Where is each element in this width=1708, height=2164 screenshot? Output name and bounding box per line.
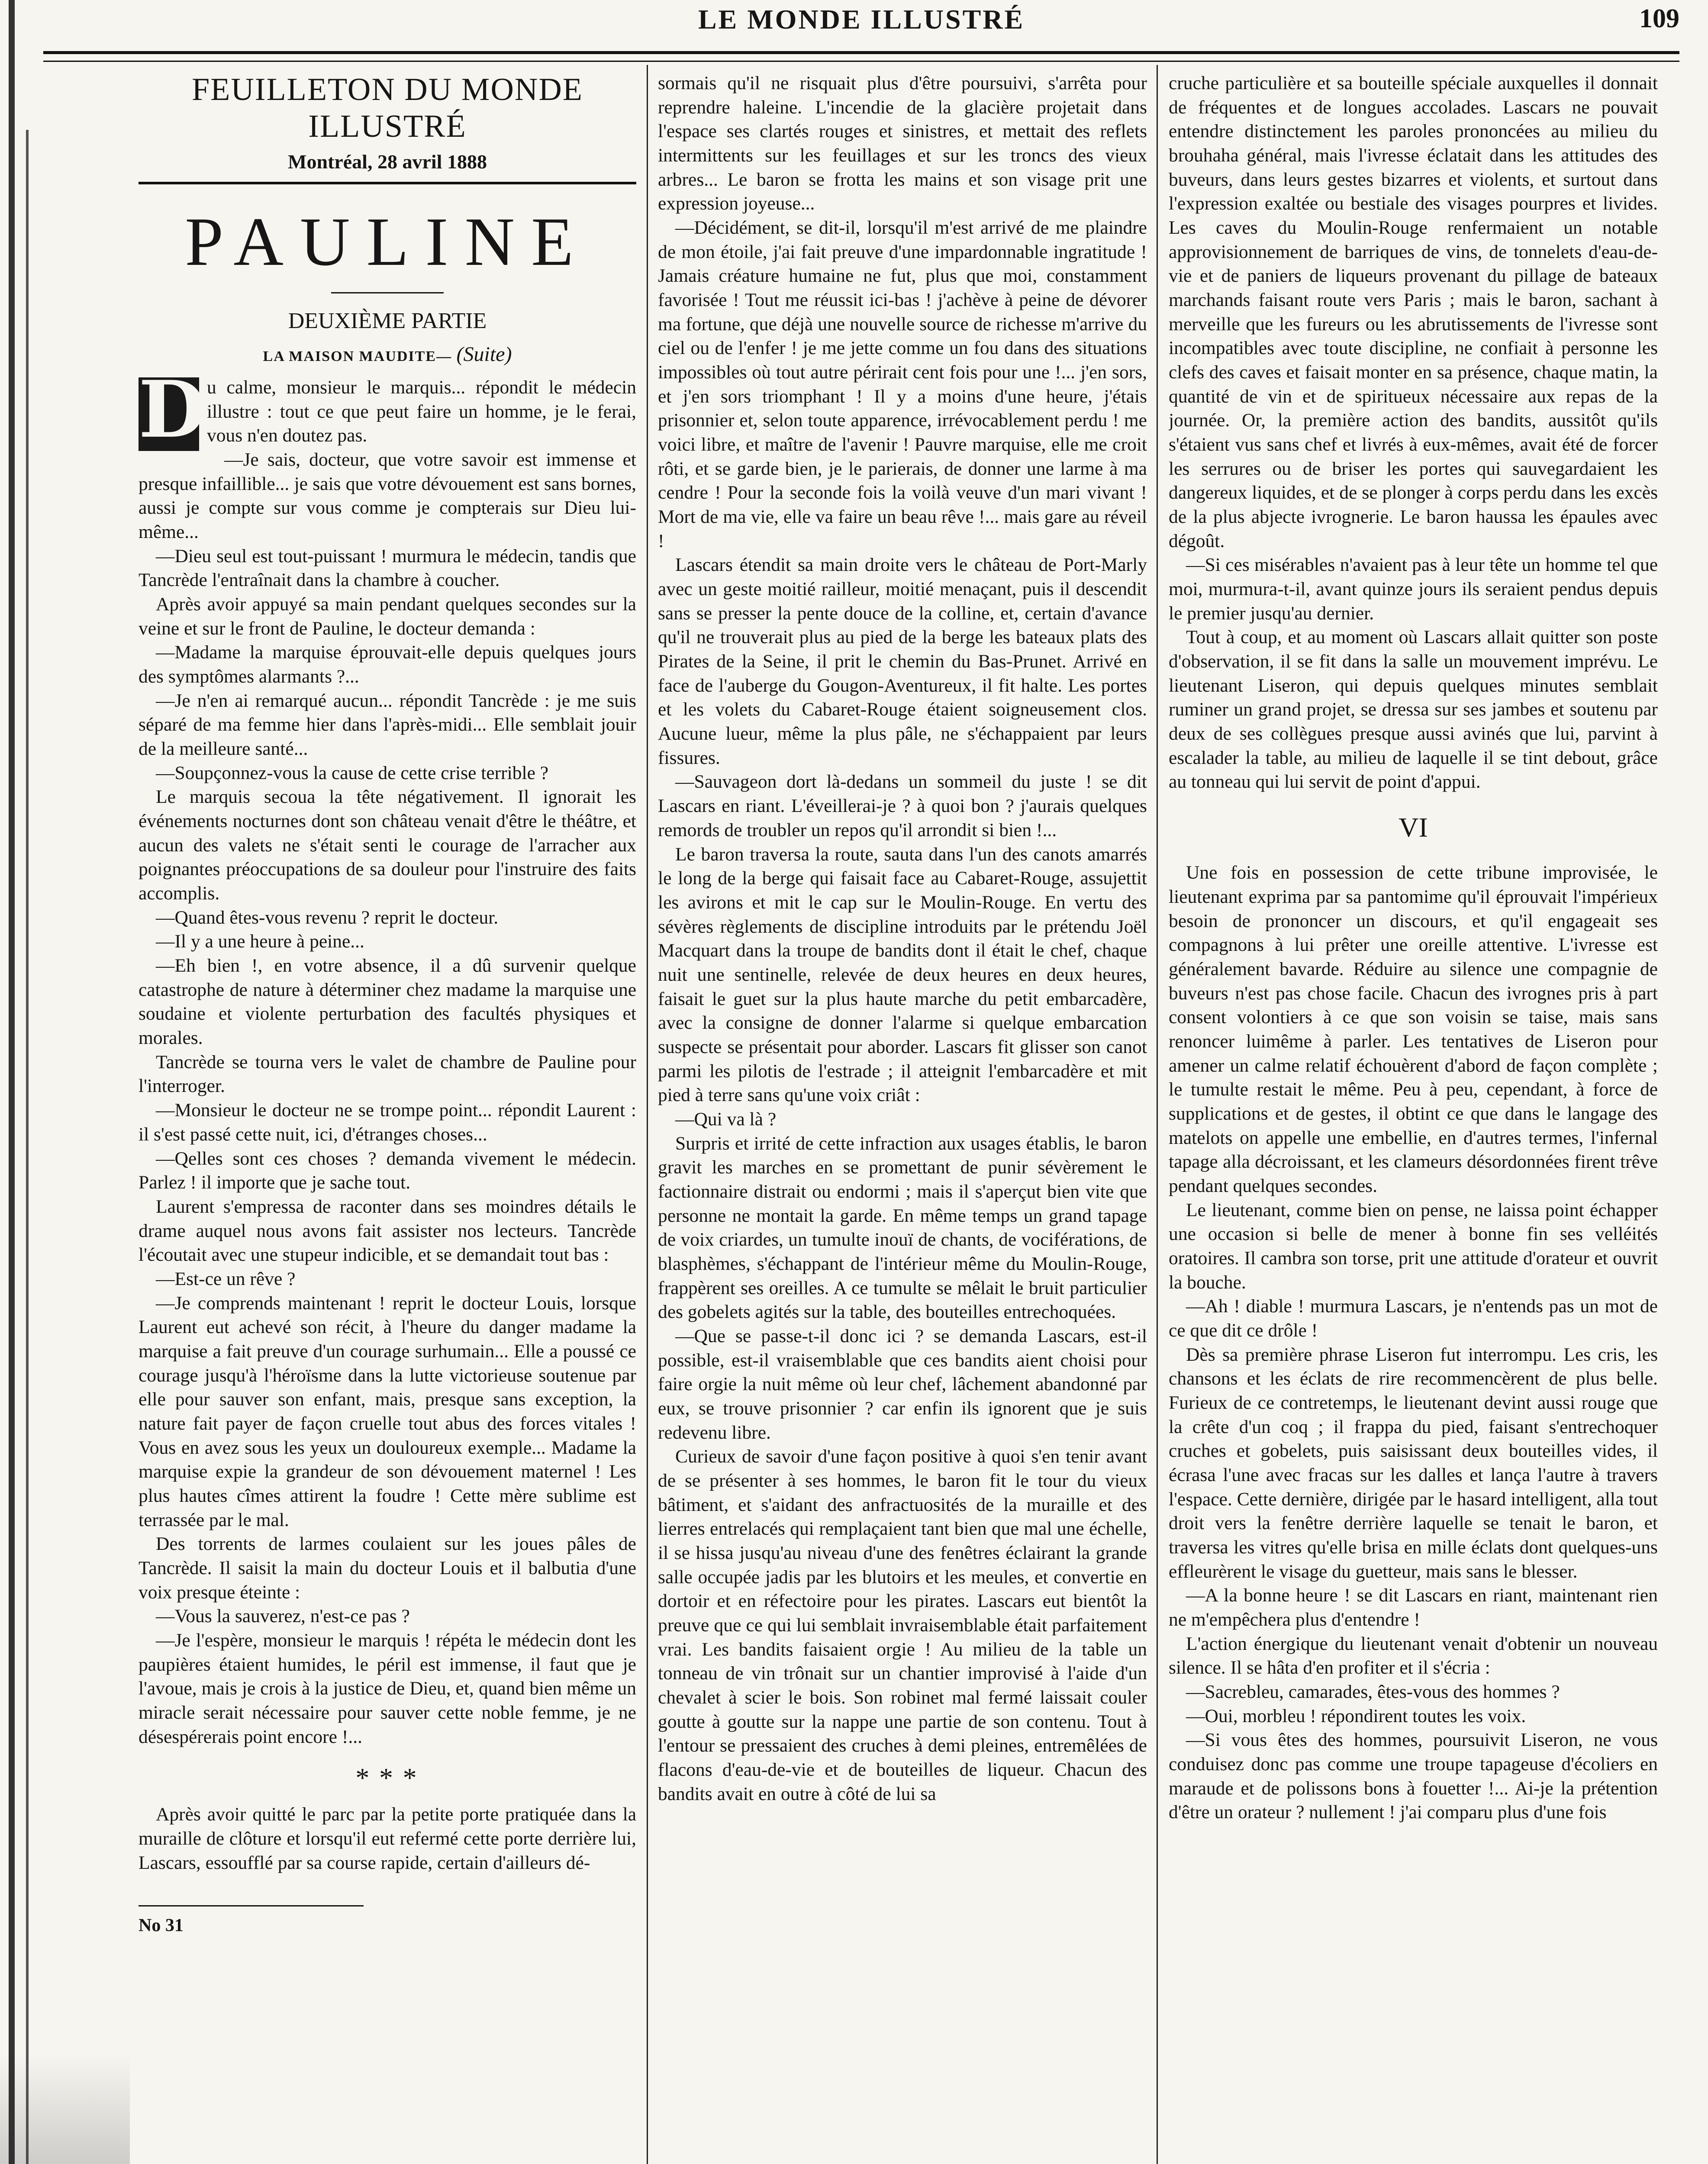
paragraph: —Ah ! diable ! murmura Lascars, je n'entends pas un mot de ce que dit ce drôle ! (1169, 1296, 1658, 1341)
paragraph: Des torrents de larmes coulaient sur les joues pâles de Tancrède. Il saisit la main du docteur Louis et il balbutia d'une voix presque éteinte : (139, 1533, 636, 1603)
running-title: LE MONDE ILLUSTRÉ (698, 4, 1025, 35)
title-rule (139, 182, 636, 184)
paragraph: —Eh bien !, en votre absence, il a dû survenir quelque catastrophe de nature à déterminer chez madame la marquise une soudaine et violente perturbation des facultés physiques et morales. (139, 955, 636, 1049)
chapter-name: LA MAISON MAUDITE— (263, 348, 452, 364)
paragraph: —A la bonne heure ! se dit Lascars en riant, maintenant rien ne m'empêchera plus d'entendre ! (1169, 1585, 1658, 1630)
paragraph: —Soupçonnez-vous la cause de cette crise terrible ? (156, 762, 549, 783)
page-number: 109 (1639, 4, 1679, 33)
part-title: DEUXIÈME PARTIE (288, 309, 487, 333)
paragraph: Tout à coup, et au moment où Lascars allait quitter son poste d'observation, il se fit dans la salle un mouvement imprévu. Le lieutenant Liseron, qui depuis quelques minutes semblait ruminer un grand projet, se dressa sur ses jambes et soutenu par deux de ses collègues presque aussi avinés que lui, parvint à escalader la table, au milieu de laquelle il se tint debout, grâce au tonneau qui lui servit de point d'appui. (1169, 627, 1658, 792)
paragraph: —Il y a une heure à peine... (156, 931, 364, 952)
footer-rule (139, 1905, 364, 1906)
adjacent-page-edge (0, 0, 130, 2164)
paragraph: Le baron traversa la route, sauta dans l'un des canots amarrés le long de la berge qui faisait face au Cabaret-Rouge, assujettit les avirons et mit le cap sur le Moulin-Rouge. En vertu des sévères règlements de discipline introduits par le prétendu Joël Macquart dans la troupe de bandits dont il était le chef, chaque nuit une sentinelle, relevée de deux heures en deux heures, faisait le guet sur la plus haute marche du petit embarcadère, avec la consigne de donner l'alarme si quelque embarcation suspecte se présentait pour aborder. Lascars fit glisser son canot parmi les pilotis de l'estrade ; il atteignit l'embarcadère et mit pied à terre sans qu'une voix criât : (658, 844, 1147, 1106)
title-underline (331, 292, 444, 293)
paragraph: Lascars étendit sa main droite vers le château de Port-Marly avec un geste moitié railleur, moitié menaçant, puis il descendit sans se presser la pente douce de la colline, et, certain d'avance qu'il ne trouverait plus au pied de la berge les bateaux plats des Pirates de la Seine, il prit le chemin du Bas-Prunet. Arrivé en face de l'auberge du Gougon-Aventureux, il fit halte. Les portes et les volets du Cabaret-Rouge étaient soigneusement clos. Aucune lueur, même la plus pâle, ne s'échappaient par leurs fissures. (658, 554, 1147, 768)
header-rule-thin (43, 61, 1679, 62)
paragraph: —Je l'espère, monsieur le marquis ! répéta le médecin dont les paupières étaient humides, le péril est immense, il faut que je l'avoue, mais je crois à la justice de Dieu, et, quand bien même un miracle serait nécessaire pour sauver cette noble femme, je ne désespérerais point encore !... (139, 1629, 636, 1747)
paragraph: cruche particulière et sa bouteille spéciale auxquelles il donnait de fréquentes et de longues accolades. Lascars ne pouvait entendre distinctement les paroles prononcées au milieu du brouhaha général, mais l'ivresse éclatait dans les attitudes des buveurs, dans leurs gestes bizarres et violents, et surtout dans l'expression exaltée ou bestiale des visages pourpres et livides. Les caves du Moulin-Rouge renfermaient un notable approvisionnement de barriques de vins, de tonnelets d'eau-de-vie et de paniers de liqueurs provenant du pillage de bateaux marchands faisant route vers Paris ; mais le baron, sachant à merveille que les fureurs ou les abrutissements de l'ivresse sont incompatibles avec toute discipline, ne confiait à personne les clefs des caves et faisait monter en sa présence, chaque matin, la quantité de vin et de spiritueux nécessaire aux repas de la journée. Or, la première action des bandits, aussitôt qu'ils s'étaient vus sans chef et livrés à eux-mêmes, avait été de forcer les serrures ou de briser les portes qui sauvegardaient les dangereux liquides, et de se plonger à corps perdu dans les excès de la plus abjecte ivrognerie. Le baron haussa les épaules avec dégoût. (1169, 73, 1658, 551)
paragraph: —Si vous êtes des hommes, poursuivit Liseron, ne vous conduisez donc pas comme une troupe tapageuse d'écoliers en maraude et de polissons bons à fouetter !... Ai-je la prétention d'être un orateur ? nullement ! j'ai comparu plus d'une fois (1169, 1729, 1658, 1823)
novel-title: PAULINE (185, 203, 590, 280)
paragraph: Le marquis secoua la tête négativement. Il ignorait les événements nocturnes dont son château venait d'être le théâtre, et aucun des valets ne s'était senti le courage de l'arracher aux poignantes préoccupations de sa douleur pour l'instruire des faits accomplis. (139, 786, 636, 904)
paragraph: Une fois en possession de cette tribune improvisée, le lieutenant exprima par sa pantomime qu'il éprouvait l'impérieux besoin de prononcer un discours, et qu'il engageait ses compagnons à lui prêter une oreille attentive. L'ivresse est généralement bavarde. Réduire au silence une compagnie de buveurs n'est pas chose facile. Chacun des ivrognes pris à part consent volontiers à ce que son voisin se taise, mais sans renoncer luimême à parler. Les tentatives de Liseron pour amener un calme relatif échouèrent d'abord de façon complète ; le tumulte restait le même. Peu à peu, cependant, à force de supplications et de gestes, il obtint ce que dans le langage des matelots on appelle une embellie, en d'autres termes, l'infernal tapage alla décroissant, et les clameurs désordonnées firent trêve pendant quelques secondes. (1169, 862, 1658, 1196)
column-1 (139, 71, 636, 2164)
section-number: VI (1399, 812, 1428, 843)
issue-number: No 31 (139, 1916, 184, 1936)
paragraph (139, 364, 636, 455)
paragraph: —Oui, morbleu ! répondirent toutes les voix. (1186, 1705, 1526, 1726)
paragraph: —Quand êtes-vous revenu ? reprit le docteur. (156, 907, 499, 928)
header-rule (43, 51, 1679, 54)
paragraph: Dès sa première phrase Liseron fut interrompu. Les cris, les chansons et les éclats de rire recommencèrent de plus belle. Furieux de ce contretemps, le lieutenant devint aussi rouge que la crête d'un coq ; il frappa du pied, faisant s'entrechoquer cruches et gobelets, puis saisissant deux bouteilles vides, il écrasa l'une avec fracas sur les dalles et lança l'autre à travers l'espace. Cette dernière, dirigée par le hasard intelligent, alla tout droit vers la fenêtre derrière laquelle se tenait le baron, et traversa les vitres qu'elle brisa en mille éclats dont quelques-uns effleurèrent le visage du guetteur, mais sans le blesser. (1169, 1344, 1658, 1582)
paragraph: —Monsieur le docteur ne se trompe point... répondit Laurent : il s'est passé cette nuit, ici, d'étranges choses... (139, 1100, 636, 1145)
column-3-body (1169, 71, 1658, 794)
feuilleton-title: FEUILLETON DU MONDE ILLUSTRÉ (192, 72, 583, 144)
paragraph: Après avoir appuyé sa main pendant quelques secondes sur la veine et sur le front de Pauline, le docteur demanda : (139, 594, 636, 639)
running-head (43, 0, 1679, 41)
column-rule-1 (647, 65, 648, 2164)
chapter-suffix: (Suite) (456, 343, 512, 366)
paragraph: —Qelles sont ces choses ? demanda vivement le médecin. Parlez ! il importe que je sache tout. (139, 1148, 636, 1193)
paragraph: —Sacrebleu, camarades, êtes-vous des hommes ? (1186, 1681, 1560, 1702)
column-2-body (658, 71, 1147, 1806)
page-wear-shade (0, 2055, 130, 2164)
paragraph: Après avoir quitté le parc par la petite porte pratiquée dans la muraille de clôture et lorsqu'il eut refermé cette porte derrière lui, Lascars, essoufflé par sa course rapide, certain d'ailleurs dé- (139, 1804, 636, 1873)
paragraph: —Vous la sauverez, n'est-ce pas ? (156, 1606, 410, 1627)
chapter-title (139, 342, 636, 366)
paragraph: —Madame la marquise éprouvait-elle depuis quelques jours des symptômes alarmants ?... (139, 642, 636, 687)
dateline: Montréal, 28 avril 1888 (288, 151, 487, 173)
paragraph: Laurent s'empressa de raconter dans ses moindres détails le drame auquel nous avons fait assister nos lecteurs. Tancrède l'écoutait avec une stupeur indicible, et se demandait tout bas : (139, 1196, 636, 1266)
paragraph: —Dieu seul est tout-puissant ! murmura le médecin, tandis que Tancrède l'entraînait dans la chambre à coucher. (139, 545, 636, 591)
paragraph: Le lieutenant, comme bien on pense, ne laissa point échapper une occasion si belle de mener à bonne fin ses velléités oratoires. Il cambra son torse, prit une attitude d'orateur et ouvrit la bouche. (1169, 1199, 1658, 1293)
paragraph: Surpris et irrité de cette infraction aux usages établis, le baron gravit les marches en se promettant de punir sévèrement le factionnaire distrait ou endormi ; mais il s'aperçut bien vite que personne ne montait la garde. En même temps un grand tapage de voix criardes, un tumulte inouï de chants, de vociférations, de blasphèmes, s'échappant de l'intérieur même du Moulin-Rouge, frappèrent ses oreilles. A ce tumulte se mêlait le bruit particulier des gobelets agités sur la table, des bouteilles entrechoquées. (658, 1133, 1147, 1323)
drop-cap: D (139, 364, 206, 455)
section-asterism: * * * (355, 1762, 419, 1794)
paragraph: —Je sais, docteur, que votre savoir est immense et presque infaillible... je sais que votre dévouement est sans bornes, aussi je compte sur vous comme je compterais sur Dieu lui-même... (139, 449, 636, 543)
column-3-body-continued (1169, 861, 1658, 1825)
binding-line (26, 130, 29, 2164)
column-3 (1169, 71, 1658, 2164)
paragraph: —Si ces misérables n'avaient pas à leur tête un homme tel que moi, murmura-t-il, avant quinze jours ils seraient pendus depuis le premier jusqu'au dernier. (1169, 554, 1658, 624)
paragraph: —Est-ce un rêve ? (156, 1268, 296, 1289)
column-1-body (139, 364, 636, 1749)
column-rule-2 (1157, 65, 1158, 2164)
paragraph-text: u calme, monsieur le marquis... répondit le médecin illustre : tout ce que peut faire un homme, je le ferai, vous n'en doutez pas. (207, 377, 636, 446)
paragraph: —Qui va là ? (675, 1108, 777, 1130)
paragraph: Tancrède se tourna vers le valet de chambre de Pauline pour l'interroger. (139, 1051, 636, 1097)
paragraph: —Que se passe-t-il donc ici ? se demanda Lascars, est-il possible, est-il vraisemblable que ces bandits aient choisi pour faire orgie la nuit même où leur chef, lâchement abandonné par eux, se trouve prisonnier ? car enfin ils ignorent que je suis redevenu libre. (658, 1325, 1147, 1443)
paragraph: —Je n'en ai remarqué aucun... répondit Tancrède : je me suis séparé de ma femme hier dans l'après-midi... Elle semblait jouir de la meilleure santé... (139, 690, 636, 760)
paragraph: —Je comprends maintenant ! reprit le docteur Louis, lorsque Laurent eut achevé son récit, à l'heure du danger madame la marquise a fait preuve d'un courage surhumain... Elle a poussé ce courage jusqu'à l'héroïsme dans la lutte victorieuse soutenue par elle pour sauver son enfant, mais, presque sans exception, la nature fait payer de façon cruelle tout abus des forces vitales ! Vous en avez sous les yeux un douloureux exemple... Madame la marquise expie la grandeur de son dévouement maternel ! Les plus hautes cîmes attirent la foudre ! Cette mère sublime est terrassée par le mal. (139, 1292, 636, 1530)
paragraph: sormais qu'il ne risquait plus d'être poursuivi, s'arrêta pour reprendre haleine. L'incendie de la glacière projetait dans l'espace ses clartés rouges et sinistres, et mettait des reflets intermittents sur les feuillages et sur les troncs des vieux arbres... Le baron se frotta les mains et son visage prit une expression joyeuse... (658, 73, 1147, 214)
paragraph: L'action énergique du lieutenant venait d'obtenir un nouveau silence. Il se hâta d'en profiter et il s'écria : (1169, 1633, 1658, 1678)
paragraph: Curieux de savoir d'une façon positive à quoi s'en tenir avant de se présenter à ses hommes, le baron fit le tour du vieux bâtiment, et s'aidant des anfractuosités de la muraille et des lierres entrelacés qui remplaçaient tant bien que mal une échelle, il se hissa jusqu'au niveau d'une des fenêtres éclairant la grande salle occupée jadis par les blutoirs et les meules, et convertie en dortoir et en réfectoire pour les pirates. Lascars eut bientôt la preuve que ce qui lui semblait invraisemblable était parfaitement vrai. Les bandits faisaient orgie ! Au milieu de la table un tonneau de vin trônait sur un chantier improvisé à l'aide d'un chevalet à scier le bois. Son robinet mal fermé laissait couler goutte à goutte sur la nappe une partie de son contenu. Tout à l'entour se pressaient des cruches à demi pleines, entremêlées de flacons d'eau-de-vie et de bouteilles de liqueur. Chacun des bandits avait en outre à côté de lui sa (658, 1446, 1147, 1804)
binding-edge (9, 0, 15, 2164)
paragraph: —Décidément, se dit-il, lorsqu'il m'est arrivé de me plaindre de mon étoile, j'ai fait preuve d'une impardonnable ingratitude ! Jamais créature humaine ne fut, plus que moi, constamment favorisée ! Tout me réussit ici-bas ! j'achève à peine de dévorer ma fortune, que déjà une nouvelle source de richesse m'arrive du ciel ou de l'enfer ! je me jette comme un fou dans des situations impossibles où tout autre périrait cent fois pour une !... j'en sors, et j'en sors triomphant ! Il y a moins d'une heure, j'étais prisonnier et, selon toute apparence, irrévocablement perdu ! me voici libre, et maître de l'avenir ! Pauvre marquise, elle me croit rôti, et se garde bien, je le parierais, de donner une larme à ma cendre ! Pour la seconde fois la voilà veuve d'un mari vivant ! Mort de ma vie, elle va faire un beau rêve !... mais gare au réveil ! (658, 217, 1147, 551)
column-2 (658, 71, 1147, 2164)
paragraph: —Sauvageon dort là-dedans un sommeil du juste ! se dit Lascars en riant. L'éveillerai-je ? à quoi bon ? j'aurais quelques remords de troubler un repos qu'il arrondit si bien !... (658, 771, 1147, 840)
